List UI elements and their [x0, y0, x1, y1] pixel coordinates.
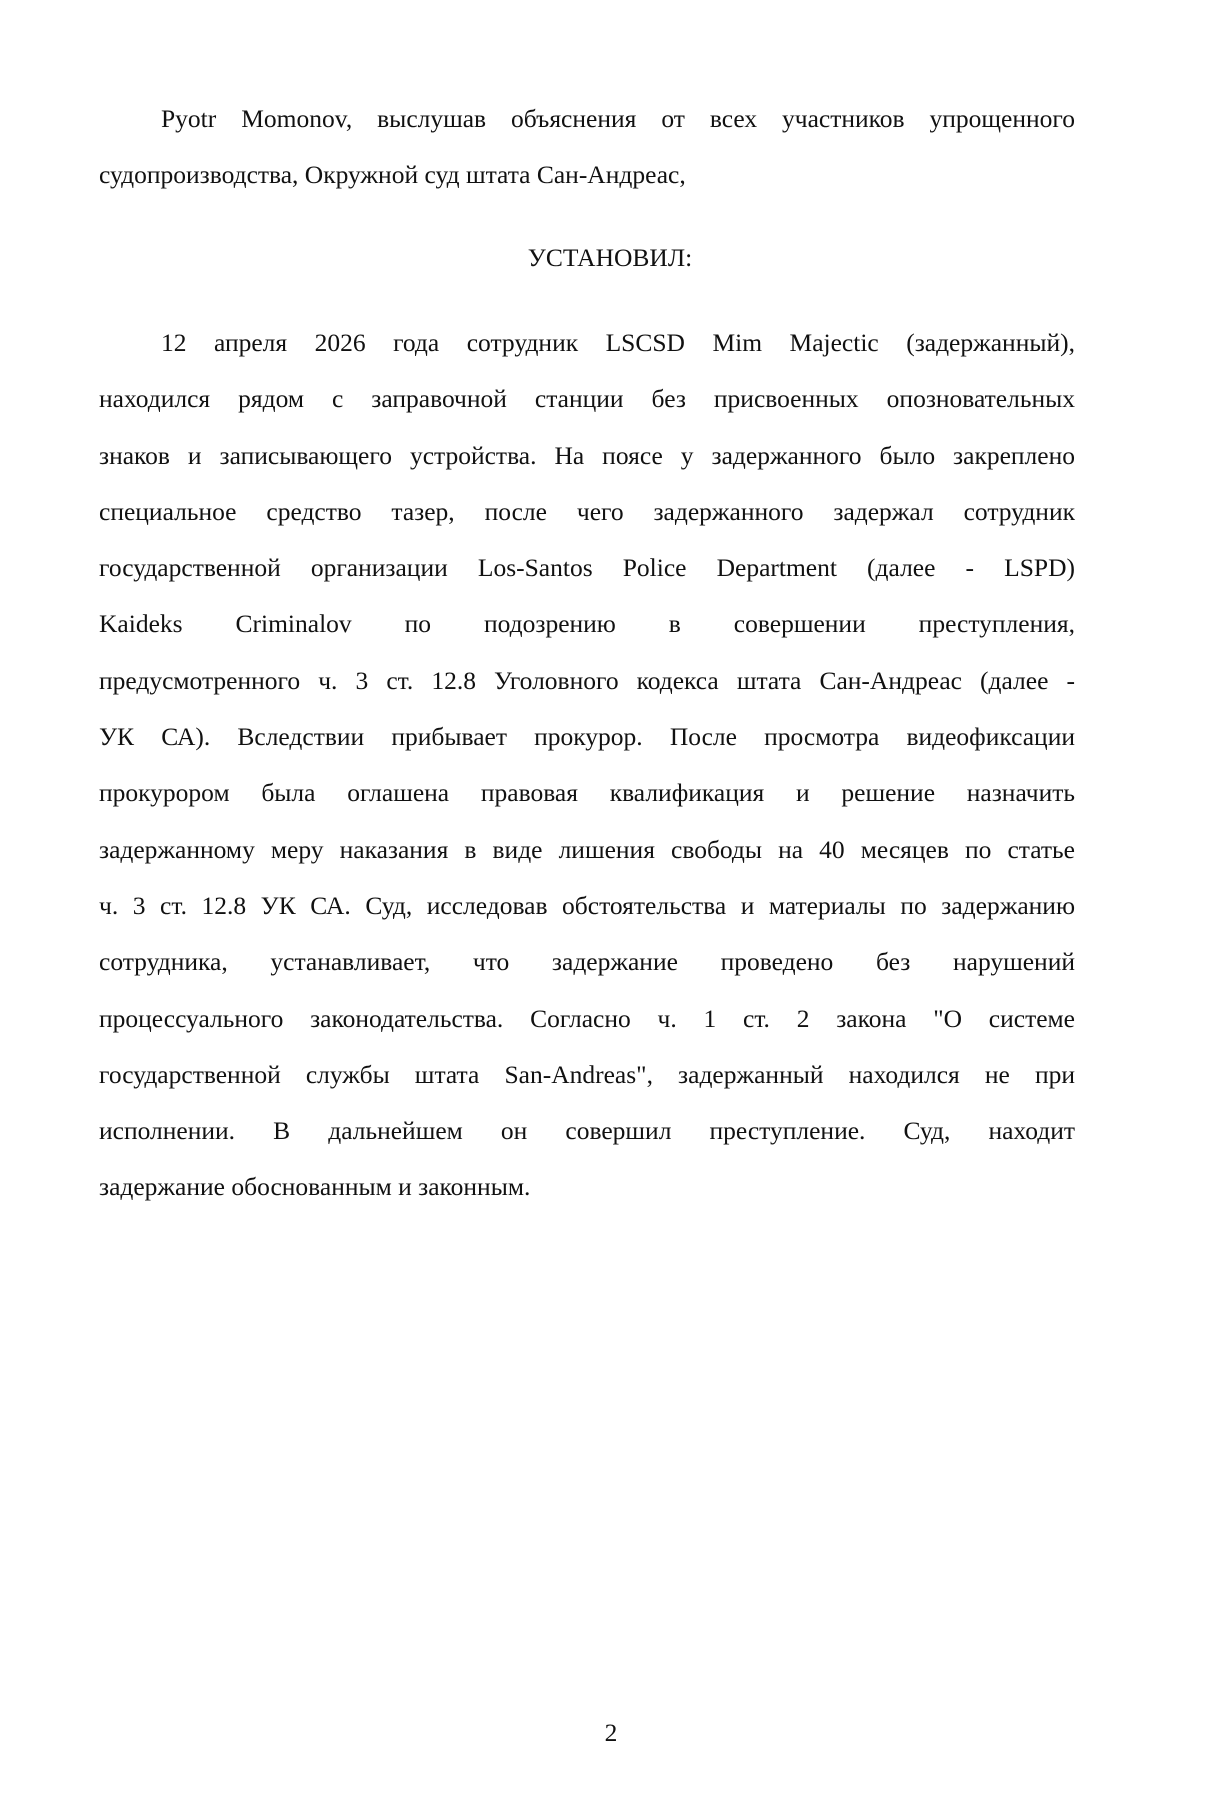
- text-line: предусмотренного ч. 3 ст. 12.8 Уголовного кодекса штата Сан-Андреас (далее -: [99, 665, 1075, 695]
- paragraph-intro: [99, 91, 1075, 204]
- text-line: задержанному меру наказания в виде лишения свободы на 40 месяцев по статье: [99, 834, 1075, 864]
- text-line: специальное средство тазер, после чего задержанного задержал сотрудник: [99, 496, 1075, 526]
- text-line: судопроизводства, Окружной суд штата Сан-Андреас,: [99, 160, 686, 190]
- text-line: исполнении. В дальнейшем он совершил преступление. Суд, находит: [99, 1116, 1075, 1146]
- paragraph-findings: [99, 315, 1075, 1216]
- text-line: Pyotr Momonov, выслушав объяснения от всех участников упрощенного: [161, 104, 1075, 133]
- page-number: 2: [604, 1718, 618, 1747]
- text-line: прокурором была оглашена правовая квалификация и решение назначить: [99, 778, 1075, 808]
- text-line: ч. 3 ст. 12.8 УК СА. Суд, исследовав обстоятельства и материалы по задержанию: [99, 890, 1075, 920]
- text-line: знаков и записывающего устройства. На поясе у задержанного было закреплено: [99, 440, 1075, 470]
- text-line: 12 апреля 2026 года сотрудник LSCSD Mim Majectic (задержанный),: [161, 328, 1075, 357]
- text-line: государственной службы штата San-Andreas", задержанный находился не при: [99, 1059, 1075, 1089]
- text-line: Kaideks Criminalov по подозрению в совершении преступления,: [99, 609, 1075, 639]
- text-line: государственной организации Los-Santos Police Department (далее - LSPD): [99, 553, 1075, 583]
- section-heading: УСТАНОВИЛ:: [527, 243, 693, 272]
- text-line: находился рядом с заправочной станции без присвоенных опозновательных: [99, 384, 1075, 414]
- text-line: УК СА). Вследствии прибывает прокурор. После просмотра видеофиксации: [99, 722, 1075, 752]
- text-line: сотрудника, устанавливает, что задержание проведено без нарушений: [99, 947, 1075, 977]
- text-line: процессуального законодательства. Согласно ч. 1 ст. 2 закона "О системе: [99, 1003, 1075, 1033]
- text-line: задержание обоснованным и законным.: [99, 1172, 531, 1202]
